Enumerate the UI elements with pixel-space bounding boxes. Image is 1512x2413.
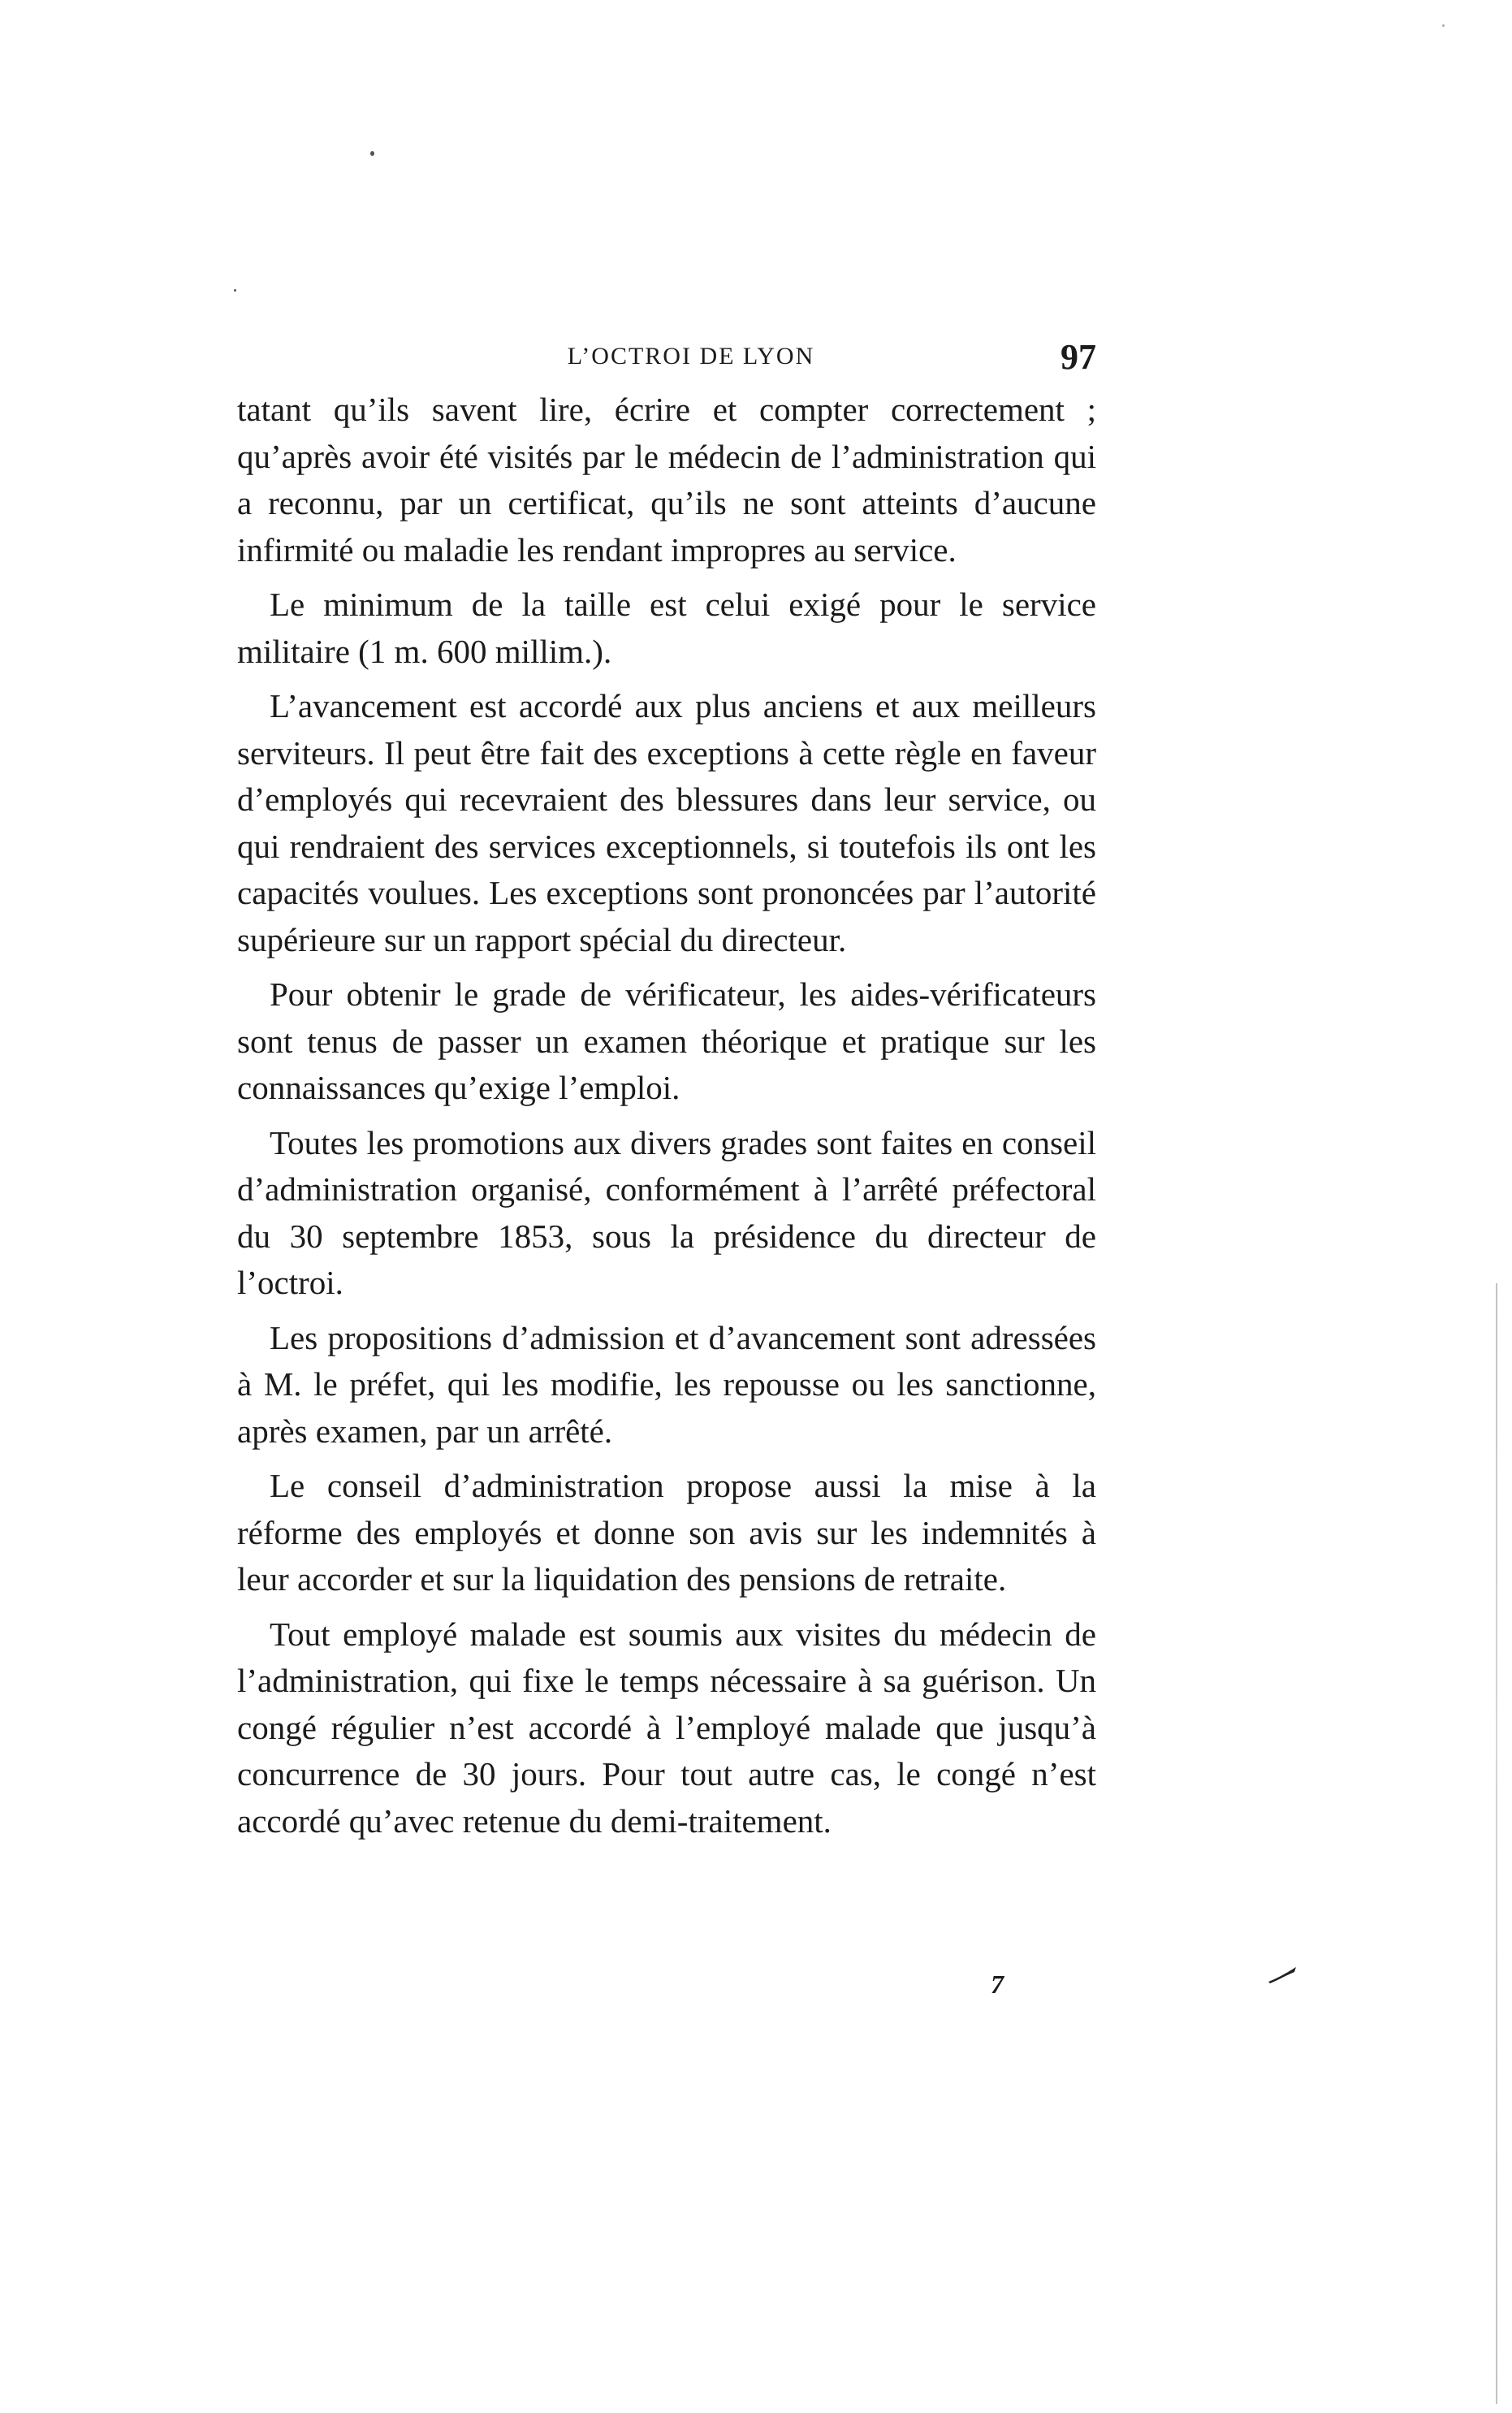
running-title: L’OCTROI DE LYON: [567, 343, 815, 370]
page-edge-rule: [1496, 1283, 1497, 2404]
paragraph: Le minimum de la taille est celui exigé pour le service militaire (1 m. 600 millim.).: [237, 586, 1096, 670]
ink-speck: [1442, 24, 1445, 27]
paragraph: Toutes les promotions aux divers grades sont faites en conseil d’administration organisé, conformément à l’arrêté préfectoral du 30 septembre 1853, sous la présidence du directeur de l’octroi.: [237, 1123, 1096, 1301]
paragraph: Tout employé malade est soumis aux visites du médecin de l’administration, qui fixe le temps nécessaire à sa guérison. Un congé régulier n’est accordé à l’employé malade que jusqu’à concurrence de 30 jours. Pour tout autre cas, le congé n’est accordé qu’avec retenue du demi-traitement.: [237, 1615, 1096, 1840]
ink-speck: [234, 289, 236, 292]
body-text: [237, 387, 1096, 1853]
paragraph: Pour obtenir le grade de vérificateur, les aides-vérificateurs sont tenus de passer un examen théorique et pratique sur les connaissances qu’exige l’emploi.: [237, 975, 1096, 1106]
paragraph: Le conseil d’administration propose aussi la mise à la réforme des employés et donne son avis sur les indemnités à leur accorder et sur la liquidation des pensions de retraite.: [237, 1467, 1096, 1598]
signature-mark: 7: [991, 1970, 1004, 1999]
page-number: 97: [1061, 337, 1096, 377]
paragraph: L’avancement est accordé aux plus anciens et aux meilleurs serviteurs. Il peut être fait des exceptions à cette règle en faveur d’employés qui recevraient des blessures dans leur service, ou qui rendraient des services exceptionnels, si toutefois ils ont les capacités voulues. Les exceptions sont prononcées par l’autorité supérieure sur un rapport spécial du directeur.: [237, 687, 1096, 958]
ink-speck: [370, 151, 374, 156]
ink-stroke-icon: [1267, 1965, 1299, 1985]
paragraph: Les propositions d’admission et d’avancement sont adressées à M. le préfet, qui les modifie, les repousse ou les sanctionne, après examen, par un arrêté.: [237, 1318, 1096, 1450]
paragraph-continued: tatant qu’ils savent lire, écrire et compter correctement ; qu’après avoir été visités par le médecin de l’administration qui a reconnu, par un certificat, qu’ils ne sont atteints d’aucune infirmité ou maladie les rendant impropres au service.: [237, 391, 1096, 569]
page-header: [237, 337, 1096, 387]
